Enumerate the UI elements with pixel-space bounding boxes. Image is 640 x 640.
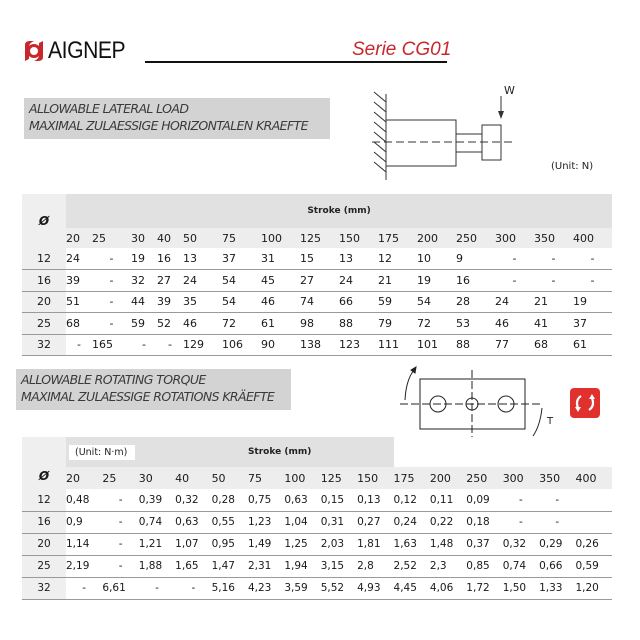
value-cell: 1,72: [466, 577, 502, 599]
value-cell: 77: [495, 334, 534, 356]
table-row: [22, 291, 612, 313]
header-blank: [394, 437, 612, 467]
rotating-torque-title: [16, 369, 291, 410]
value-cell: 24: [339, 270, 378, 292]
value-cell: 13: [339, 248, 378, 270]
value-cell: 0,27: [357, 511, 393, 533]
value-cell: 37: [222, 248, 261, 270]
stroke-size-header: 25: [92, 228, 131, 248]
value-cell: 12: [378, 248, 417, 270]
value-cell: 1,50: [503, 577, 539, 599]
value-cell: 54: [417, 291, 456, 313]
value-cell: 0,55: [212, 511, 248, 533]
value-cell: 44: [131, 291, 157, 313]
value-cell: 19: [573, 291, 612, 313]
value-cell: -: [66, 334, 92, 356]
value-cell: 1,88: [139, 555, 175, 577]
value-cell: 31: [261, 248, 300, 270]
value-cell: -: [139, 577, 175, 599]
lateral-load-unit: (Unit: N): [551, 161, 594, 172]
value-cell: -: [131, 334, 157, 356]
value-cell: 1,81: [357, 533, 393, 555]
table-row: [22, 248, 612, 270]
value-cell: 1,65: [175, 555, 211, 577]
value-cell: 0,39: [139, 489, 175, 511]
stroke-size-header: 30: [131, 228, 157, 248]
torque-unit: (Unit: N·m): [69, 445, 135, 460]
value-cell: 6,61: [102, 577, 138, 599]
diameter-cell: 20: [22, 533, 66, 555]
stroke-size-header: 200: [417, 228, 456, 248]
value-cell: 13: [183, 248, 222, 270]
value-cell: 111: [378, 334, 417, 356]
value-cell: 3,59: [284, 577, 320, 599]
value-cell: 88: [339, 313, 378, 335]
value-cell: 2,8: [357, 555, 393, 577]
value-cell: 16: [157, 248, 183, 270]
diameter-cell: 12: [22, 248, 66, 270]
stroke-size-header: 125: [321, 467, 357, 489]
unit-cell: [66, 437, 248, 467]
value-cell: 0,15: [321, 489, 357, 511]
value-cell: 39: [66, 270, 92, 292]
value-cell: 0,59: [575, 555, 612, 577]
table-row: [22, 489, 612, 511]
value-cell: 0,48: [66, 489, 102, 511]
value-cell: 51: [66, 291, 92, 313]
stroke-size-header: 150: [357, 467, 393, 489]
value-cell: 16: [456, 270, 495, 292]
table-row: [22, 270, 612, 292]
value-cell: 15: [300, 248, 339, 270]
stroke-size-header: 250: [466, 467, 502, 489]
value-cell: 10: [417, 248, 456, 270]
value-cell: 1,23: [248, 511, 284, 533]
value-cell: 68: [534, 334, 573, 356]
value-cell: -: [102, 511, 138, 533]
value-cell: 0,95: [212, 533, 248, 555]
value-cell: 0,63: [284, 489, 320, 511]
value-cell: 88: [456, 334, 495, 356]
rotating-torque-title-en: ALLOWABLE ROTATING TORQUE: [21, 372, 206, 387]
value-cell: 52: [157, 313, 183, 335]
stroke-sizes-row: [22, 467, 612, 489]
value-cell: 2,31: [248, 555, 284, 577]
value-cell: 0,11: [430, 489, 466, 511]
value-cell: 37: [573, 313, 612, 335]
value-cell: 0,85: [466, 555, 502, 577]
stroke-size-header: 25: [102, 467, 138, 489]
value-cell: 28: [456, 291, 495, 313]
value-cell: 0,18: [466, 511, 502, 533]
value-cell: 66: [339, 291, 378, 313]
value-cell: 39: [157, 291, 183, 313]
value-cell: 98: [300, 313, 339, 335]
value-cell: 24: [66, 248, 92, 270]
stroke-header: Stroke (mm): [66, 194, 612, 228]
stroke-size-header: 350: [534, 228, 573, 248]
value-cell: -: [503, 489, 539, 511]
value-cell: 1,33: [539, 577, 575, 599]
diameter-cell: 20: [22, 291, 66, 313]
value-cell: -: [534, 248, 573, 270]
rotating-torque-diagram: [380, 360, 554, 440]
value-cell: 138: [300, 334, 339, 356]
value-cell: 0,26: [575, 533, 612, 555]
rotating-torque-title-de: MAXIMAL ZULAESSIGE ROTATIONS KRÄEFTE: [21, 389, 275, 404]
value-cell: 0,32: [175, 489, 211, 511]
stroke-size-header: 250: [456, 228, 495, 248]
diameter-cell: 16: [22, 270, 66, 292]
value-cell: 68: [66, 313, 92, 335]
value-cell: 106: [222, 334, 261, 356]
stroke-size-header: 100: [261, 228, 300, 248]
value-cell: 21: [534, 291, 573, 313]
value-cell: -: [539, 489, 575, 511]
diameter-cell: 12: [22, 489, 66, 511]
lateral-load-title: [24, 98, 330, 139]
stroke-size-header: 20: [66, 467, 102, 489]
value-cell: 1,21: [139, 533, 175, 555]
stroke-size-header: 40: [175, 467, 211, 489]
value-cell: -: [573, 270, 612, 292]
value-cell: -: [102, 555, 138, 577]
value-cell: 0,32: [503, 533, 539, 555]
value-cell: -: [495, 248, 534, 270]
diameter-header: Ø: [22, 437, 66, 489]
brand-name: AIGNEP: [48, 37, 126, 64]
stroke-size-header: 175: [378, 228, 417, 248]
value-cell: 24: [183, 270, 222, 292]
stroke-size-header: 150: [339, 228, 378, 248]
stroke-size-header: 200: [430, 467, 466, 489]
table-row: [22, 555, 612, 577]
lateral-load-diagram: [360, 80, 620, 190]
value-cell: 74: [300, 291, 339, 313]
diameter-header: Ø: [22, 194, 66, 248]
diameter-cell: 32: [22, 334, 66, 356]
value-cell: 0,37: [466, 533, 502, 555]
table-row: [22, 577, 612, 599]
value-cell: 0,12: [394, 489, 430, 511]
value-cell: 4,06: [430, 577, 466, 599]
value-cell: -: [92, 313, 131, 335]
value-cell: 2,52: [394, 555, 430, 577]
value-cell: 2,3: [430, 555, 466, 577]
value-cell: 1,63: [394, 533, 430, 555]
value-cell: 2,03: [321, 533, 357, 555]
force-arrow-icon: [498, 96, 504, 119]
value-cell: -: [157, 334, 183, 356]
value-cell: 0,13: [357, 489, 393, 511]
stroke-size-header: 400: [575, 467, 612, 489]
value-cell: 0,22: [430, 511, 466, 533]
stroke-size-header: 75: [248, 467, 284, 489]
table-row: [22, 511, 612, 533]
value-cell: 45: [261, 270, 300, 292]
value-cell: 3,15: [321, 555, 357, 577]
stroke-size-header: 50: [212, 467, 248, 489]
stroke-sizes-row: [22, 228, 612, 248]
value-cell: -: [66, 577, 102, 599]
value-cell: 0,24: [394, 511, 430, 533]
value-cell: -: [175, 577, 211, 599]
value-cell: 4,93: [357, 577, 393, 599]
stroke-size-header: 20: [66, 228, 92, 248]
stroke-size-header: 300: [503, 467, 539, 489]
rotate-icon: [570, 388, 600, 418]
diameter-cell: 32: [22, 577, 66, 599]
value-cell: 1,48: [430, 533, 466, 555]
stroke-header: Stroke (mm): [248, 437, 394, 467]
cylinder-body-icon: [386, 120, 501, 166]
header-divider: [145, 61, 447, 63]
value-cell: 79: [378, 313, 417, 335]
value-cell: 46: [261, 291, 300, 313]
value-cell: 129: [183, 334, 222, 356]
stroke-size-header: 400: [573, 228, 612, 248]
value-cell: 165: [92, 334, 131, 356]
stroke-size-header: 30: [139, 467, 175, 489]
lateral-load-title-en: ALLOWABLE LATERAL LOAD: [29, 101, 189, 116]
value-cell: 21: [378, 270, 417, 292]
value-cell: 35: [183, 291, 222, 313]
value-cell: 24: [495, 291, 534, 313]
value-cell: 123: [339, 334, 378, 356]
stroke-size-header: 125: [300, 228, 339, 248]
value-cell: 61: [573, 334, 612, 356]
value-cell: -: [92, 291, 131, 313]
value-cell: 72: [417, 313, 456, 335]
table-row: [22, 334, 612, 356]
value-cell: -: [534, 270, 573, 292]
torque-label: T: [547, 416, 554, 427]
value-cell: 5,52: [321, 577, 357, 599]
value-cell: 0,74: [139, 511, 175, 533]
lateral-load-table: [22, 194, 612, 356]
lateral-load-title-de: MAXIMAL ZULAESSIGE HORIZONTALEN KRAEFTE: [29, 118, 308, 133]
value-cell: 9: [456, 248, 495, 270]
value-cell: 53: [456, 313, 495, 335]
value-cell: -: [495, 270, 534, 292]
value-cell: 0,09: [466, 489, 502, 511]
rotating-torque-table: [22, 437, 612, 600]
value-cell: 0,74: [503, 555, 539, 577]
stroke-size-header: 175: [394, 467, 430, 489]
value-cell: 54: [222, 291, 261, 313]
value-cell: 1,07: [175, 533, 211, 555]
value-cell: 61: [261, 313, 300, 335]
value-cell: 59: [378, 291, 417, 313]
series-title: Serie CG01: [352, 39, 452, 60]
value-cell: -: [92, 270, 131, 292]
stroke-size-header: 50: [183, 228, 222, 248]
value-cell: 59: [131, 313, 157, 335]
value-cell: 0,75: [248, 489, 284, 511]
value-cell: 1,25: [284, 533, 320, 555]
value-cell: 90: [261, 334, 300, 356]
value-cell: 32: [131, 270, 157, 292]
stroke-size-header: 75: [222, 228, 261, 248]
stroke-size-header: 40: [157, 228, 183, 248]
value-cell: 5,16: [212, 577, 248, 599]
value-cell: 1,20: [575, 577, 612, 599]
value-cell: -: [102, 533, 138, 555]
value-cell: 4,45: [394, 577, 430, 599]
stroke-size-header: 300: [495, 228, 534, 248]
value-cell: -: [92, 248, 131, 270]
wall-hatch-icon: [374, 92, 386, 180]
table-row: [22, 313, 612, 335]
value-cell: -: [503, 511, 539, 533]
value-cell: 1,04: [284, 511, 320, 533]
stroke-size-header: 100: [284, 467, 320, 489]
value-cell: 27: [300, 270, 339, 292]
value-cell: 0,28: [212, 489, 248, 511]
value-cell: 1,49: [248, 533, 284, 555]
diameter-cell: 25: [22, 555, 66, 577]
value-cell: [575, 511, 612, 533]
value-cell: -: [573, 248, 612, 270]
value-cell: 46: [495, 313, 534, 335]
force-label: W: [504, 84, 515, 97]
value-cell: 0,31: [321, 511, 357, 533]
value-cell: 72: [222, 313, 261, 335]
value-cell: [575, 489, 612, 511]
value-cell: 0,66: [539, 555, 575, 577]
value-cell: 46: [183, 313, 222, 335]
value-cell: 0,29: [539, 533, 575, 555]
value-cell: 54: [222, 270, 261, 292]
value-cell: 0,63: [175, 511, 211, 533]
table-row: [22, 533, 612, 555]
value-cell: 19: [131, 248, 157, 270]
brand-logo: [22, 38, 136, 64]
value-cell: -: [102, 489, 138, 511]
diameter-cell: 16: [22, 511, 66, 533]
value-cell: 1,94: [284, 555, 320, 577]
value-cell: -: [539, 511, 575, 533]
diameter-cell: 25: [22, 313, 66, 335]
torque-arrow-icon: [405, 367, 542, 436]
value-cell: 1,14: [66, 533, 102, 555]
stroke-size-header: 350: [539, 467, 575, 489]
value-cell: 27: [157, 270, 183, 292]
value-cell: 2,19: [66, 555, 102, 577]
value-cell: 0,9: [66, 511, 102, 533]
aignep-logo-icon: [22, 39, 46, 63]
value-cell: 1,47: [212, 555, 248, 577]
value-cell: 4,23: [248, 577, 284, 599]
value-cell: 41: [534, 313, 573, 335]
value-cell: 19: [417, 270, 456, 292]
value-cell: 101: [417, 334, 456, 356]
